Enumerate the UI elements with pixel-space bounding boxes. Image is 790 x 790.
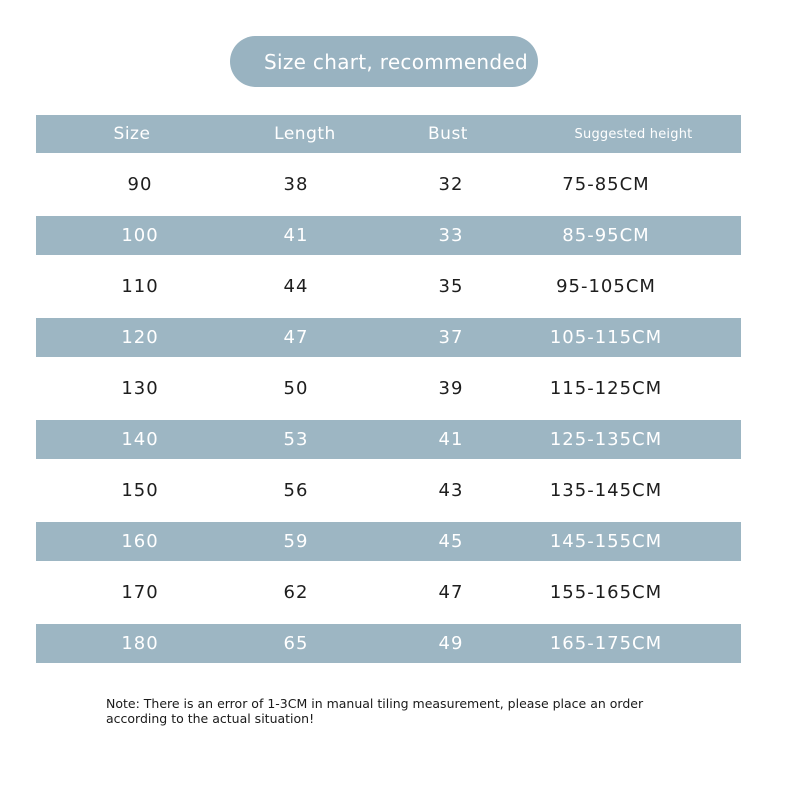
- cell-suggested-height: 155-165CM: [549, 582, 663, 603]
- cell-length: 65: [283, 633, 309, 654]
- cell-size: 140: [121, 429, 159, 450]
- size-table: [36, 115, 741, 663]
- cell-bust: 32: [438, 174, 464, 195]
- cell-size: 90: [127, 174, 153, 195]
- cell-bust: 45: [438, 531, 464, 552]
- cell-suggested-height: 75-85CM: [562, 174, 650, 195]
- cell-bust: 43: [438, 480, 464, 501]
- header-length: Length: [274, 124, 336, 144]
- table-header-row: [36, 115, 741, 153]
- cell-size: 150: [121, 480, 159, 501]
- cell-length: 56: [283, 480, 309, 501]
- table-row: [36, 357, 741, 420]
- cell-size: 100: [121, 225, 159, 246]
- cell-length: 44: [283, 276, 309, 297]
- cell-length: 47: [283, 327, 309, 348]
- cell-suggested-height: 165-175CM: [549, 633, 663, 654]
- cell-size: 110: [121, 276, 159, 297]
- cell-length: 62: [283, 582, 309, 603]
- table-row: [36, 561, 741, 624]
- cell-bust: 37: [438, 327, 464, 348]
- cell-suggested-height: 125-135CM: [549, 429, 663, 450]
- cell-bust: 35: [438, 276, 464, 297]
- cell-bust: 33: [438, 225, 464, 246]
- cell-length: 38: [283, 174, 309, 195]
- cell-suggested-height: 95-105CM: [556, 276, 656, 297]
- table-row: [36, 153, 741, 216]
- title-pill: [230, 36, 538, 87]
- table-row: [36, 624, 741, 663]
- cell-bust: 49: [438, 633, 464, 654]
- header-size: Size: [113, 124, 151, 144]
- cell-size: 170: [121, 582, 159, 603]
- cell-length: 53: [283, 429, 309, 450]
- cell-suggested-height: 105-115CM: [549, 327, 663, 348]
- cell-length: 41: [283, 225, 309, 246]
- table-row: [36, 216, 741, 255]
- cell-suggested-height: 135-145CM: [549, 480, 663, 501]
- table-row: [36, 420, 741, 459]
- cell-suggested-height: 85-95CM: [562, 225, 650, 246]
- table-row: [36, 318, 741, 357]
- cell-bust: 39: [438, 378, 464, 399]
- cell-suggested-height: 115-125CM: [549, 378, 663, 399]
- header-bust: Bust: [428, 124, 468, 144]
- table-row: [36, 459, 741, 522]
- header-suggested-height: Suggested height: [574, 126, 693, 142]
- cell-bust: 47: [438, 582, 464, 603]
- cell-suggested-height: 145-155CM: [549, 531, 663, 552]
- cell-size: 120: [121, 327, 159, 348]
- cell-length: 59: [283, 531, 309, 552]
- table-row: [36, 522, 741, 561]
- cell-bust: 41: [438, 429, 464, 450]
- cell-size: 180: [121, 633, 159, 654]
- page-title: Size chart, recommended: [264, 49, 528, 74]
- cell-length: 50: [283, 378, 309, 399]
- cell-size: 130: [121, 378, 159, 399]
- cell-size: 160: [121, 531, 159, 552]
- measurement-note: Note: There is an error of 1-3CM in manual tiling measurement, please place an order according to the actual situation!: [106, 696, 644, 726]
- table-row: [36, 255, 741, 318]
